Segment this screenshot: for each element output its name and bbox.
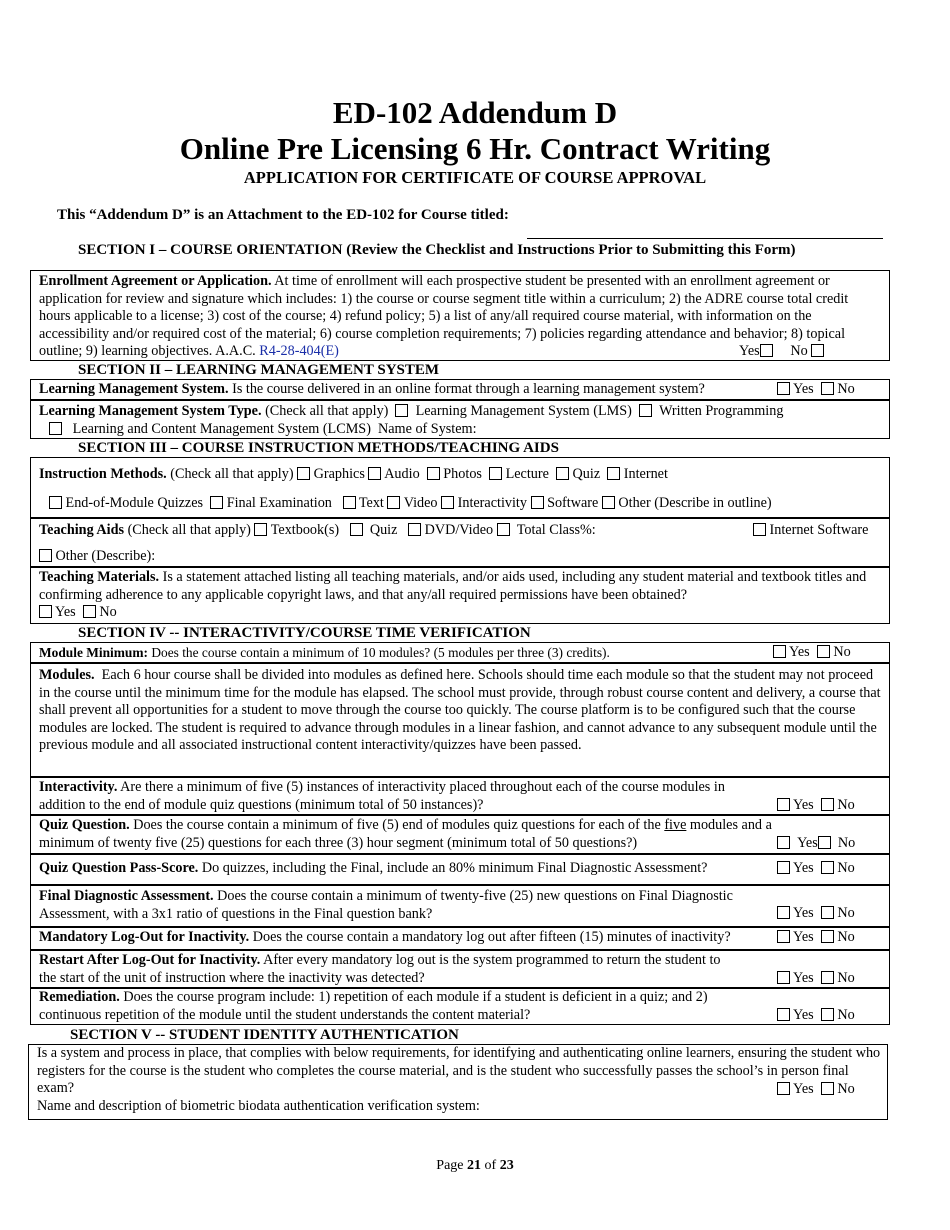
enrollment-yes-checkbox[interactable] (760, 344, 773, 357)
identity-authentication-box (28, 1044, 888, 1120)
course-title-field[interactable] (527, 238, 883, 239)
module-minimum-yes-checkbox[interactable] (773, 645, 786, 658)
interactivity-box (30, 777, 890, 815)
method-internet-checkbox[interactable] (607, 467, 620, 480)
module-minimum-text: Module Minimum: Does the course contain a minimum of 10 modules? (5 modules per three (3) credits). (39, 645, 610, 660)
enrollment-yes-no: Yes No (739, 343, 824, 361)
lms-box (30, 379, 890, 400)
remediation-yes-checkbox[interactable] (777, 1008, 790, 1021)
final-diagnostic-yes-no: Yes No (777, 905, 855, 923)
quiz-question-yes-checkbox[interactable] (777, 836, 790, 849)
document-title: ED-102 Addendum D (332, 95, 618, 130)
method-photos-checkbox[interactable] (427, 467, 440, 480)
logout-text: Mandatory Log-Out for Inactivity. Does the course contain a mandatory log out after fifteen (15) minutes of inactivity? (39, 929, 731, 945)
method-end-of-module-quizzes-checkbox[interactable] (49, 496, 62, 509)
method-lecture-checkbox[interactable] (489, 467, 502, 480)
method-interactivity-checkbox[interactable] (441, 496, 454, 509)
logout-yes-checkbox[interactable] (777, 930, 790, 943)
aid-textbook-checkbox[interactable] (254, 523, 267, 536)
pass-score-yes-checkbox[interactable] (777, 861, 790, 874)
attachment-note: This “Addendum D” is an Attachment to the ED-102 for Course titled: (57, 207, 509, 223)
remediation-box (30, 988, 890, 1025)
logout-yes-no: Yes No (777, 929, 855, 947)
quiz-question-no-checkbox[interactable] (818, 836, 831, 849)
remediation-text: Remediation. Does the course program include: 1) repetition of each module if a student is deficient in a quiz; and 2) continuous repetition of the module until the student understands the content material? (39, 989, 708, 1023)
interactivity-text: Interactivity. Are there a minimum of five (5) instances of interactivity placed throughout each of the course modules in addition to the end of module quiz questions (minimum total of 50 instances)? (39, 779, 725, 813)
method-software-checkbox[interactable] (531, 496, 544, 509)
biometric-system-field[interactable]: Name and description of biometric biodata authentication verification system: (37, 1097, 480, 1114)
page-number: Page 21 of 23 (436, 1158, 514, 1173)
remediation-no-checkbox[interactable] (821, 1008, 834, 1021)
interactivity-yes-no: Yes No (777, 797, 855, 815)
module-minimum-yes-no: Yes No (773, 644, 851, 662)
method-other-checkbox[interactable] (602, 496, 615, 509)
rule-link[interactable]: R4-28-404(E) (259, 343, 339, 359)
final-diagnostic-yes-checkbox[interactable] (777, 906, 790, 919)
aids-row-2: Other (Describe): (39, 548, 881, 566)
teaching-aids-box (30, 518, 890, 567)
lms-checkbox[interactable] (395, 404, 408, 417)
pass-score-text: Quiz Question Pass-Score. Do quizzes, including the Final, include an 80% minimum Final Diagnostic Assessment? (39, 860, 708, 876)
aid-total-class-checkbox[interactable] (497, 523, 510, 536)
enrollment-agreement-box (30, 270, 890, 361)
identity-yes-no: Yes No (777, 1081, 855, 1099)
aid-dvd-video-checkbox[interactable] (408, 523, 421, 536)
method-quiz-checkbox[interactable] (556, 467, 569, 480)
restart-box (30, 950, 890, 988)
final-diagnostic-box (30, 885, 890, 927)
lms-type-box (30, 400, 890, 439)
methods-row-2: End-of-Module Quizzes Final Examination Text Video Interactivity Software Other (Describe in outline) (39, 495, 881, 513)
section-2-heading: SECTION II – LEARNING MANAGEMENT SYSTEM (78, 362, 440, 378)
pass-score-yes-no: Yes No (777, 860, 855, 878)
quiz-question-text: Quiz Question. Does the course contain a minimum of five (5) end of modules quiz questions for each of the five modules and a minimum of twenty five (25) questions for each three (3) hour segment (minimum total of 50 questions?) (39, 817, 772, 851)
lms-type-line1: Learning Management System Type. (Check all that apply) Learning Management System (LMS) Written Programming (39, 403, 784, 419)
teaching-materials-text: Teaching Materials. Is a statement attached listing all teaching materials, and/or aids used, including any student material and textbook titles and confirming adherence to any applicable copyright laws, and that any/all required permissions have been obtained? (39, 569, 867, 603)
quiz-question-box (30, 815, 890, 854)
aid-other-checkbox[interactable] (39, 549, 52, 562)
final-diagnostic-no-checkbox[interactable] (821, 906, 834, 919)
identity-yes-checkbox[interactable] (777, 1082, 790, 1095)
restart-yes-no: Yes No (777, 970, 855, 988)
method-video-checkbox[interactable] (387, 496, 400, 509)
teaching-materials-box (30, 567, 890, 624)
aids-row-1: Teaching Aids (Check all that apply) Textbook(s) Quiz DVD/Video Total Class%: (39, 522, 596, 538)
quiz-question-yes-no: Yes No (777, 835, 855, 853)
document-subtitle: Online Pre Licensing 6 Hr. Contract Writing (179, 131, 771, 166)
identity-no-checkbox[interactable] (821, 1082, 834, 1095)
application-heading: APPLICATION FOR CERTIFICATE OF COURSE APPROVAL (243, 168, 707, 187)
lms-yes-checkbox[interactable] (777, 382, 790, 395)
identity-text: Is a system and process in place, that complies with below requirements, for identifying and authenticating online learners, ensuring the student who registers for the course is the student who completes the course material, and is the student who successfully passes the school’s in person final exam? (37, 1045, 881, 1096)
method-graphics-checkbox[interactable] (297, 467, 310, 480)
lcms-checkbox[interactable] (49, 422, 62, 435)
section-3-heading: SECTION III – COURSE INSTRUCTION METHODS/TEACHING AIDS (78, 440, 559, 456)
lms-no-checkbox[interactable] (821, 382, 834, 395)
section-5-heading: SECTION V -- STUDENT IDENTITY AUTHENTICATION (70, 1027, 459, 1043)
aid-internet-software: Internet Software (753, 522, 868, 540)
lms-type-line2: Learning and Content Management System (LCMS) Name of System: (39, 421, 881, 439)
materials-yes-checkbox[interactable] (39, 605, 52, 618)
module-minimum-no-checkbox[interactable] (817, 645, 830, 658)
restart-yes-checkbox[interactable] (777, 971, 790, 984)
instruction-methods-box (30, 457, 890, 518)
aid-quiz-checkbox[interactable] (350, 523, 363, 536)
final-diagnostic-text: Final Diagnostic Assessment. Does the course contain a minimum of twenty-five (25) new questions on Final Diagnostic Assessment, with a 3x1 ratio of questions in the Final question bank? (39, 888, 733, 922)
materials-no-checkbox[interactable] (83, 605, 96, 618)
written-programming-checkbox[interactable] (639, 404, 652, 417)
aid-internet-software-checkbox[interactable] (753, 523, 766, 536)
materials-yes-no: Yes No (39, 604, 881, 622)
pass-score-box (30, 854, 890, 885)
interactivity-yes-checkbox[interactable] (777, 798, 790, 811)
method-final-exam-checkbox[interactable] (210, 496, 223, 509)
enrollment-no-checkbox[interactable] (811, 344, 824, 357)
interactivity-no-checkbox[interactable] (821, 798, 834, 811)
modules-text: Modules. Each 6 hour course shall be divided into modules as defined here. Schools should time each module so that the student may not proceed in the course until the minimum time for the module has elapsed. The school must provide, through robust course content and delivery, a course that shall prevent all opportunities for a student to move through the course too quickly. The course platform is to be configured such that the course modules are locked. The student is required to advance through modules in a linear fashion, and cannot advance to any subsequent module until the previous module and all associated instructional content interactivity/quizzes have been passed. (39, 667, 881, 753)
modules-box (30, 663, 890, 777)
enrollment-text: Enrollment Agreement or Application. At time of enrollment will each prospective student be presented with an enrollment agreement or application for review and signature which includes: 1) the course or course segment title within a curriculum; 2) the ADRE course total credit hours applicable to a license; 3) cost of the course; 4) refund policy; 5) a list of any/all required course material, with information on the accessibility and/or required cost of the material; 6) course completion requirements; 7) policies regarding attendance and behavior; 8) topical outline; 9) learning objectives. A.A.C. R4-28-404(E) (39, 273, 849, 359)
logout-no-checkbox[interactable] (821, 930, 834, 943)
section-4-heading: SECTION IV -- INTERACTIVITY/COURSE TIME VERIFICATION (78, 625, 531, 641)
restart-no-checkbox[interactable] (821, 971, 834, 984)
logout-box (30, 927, 890, 950)
remediation-yes-no: Yes No (777, 1007, 855, 1025)
module-minimum-box (30, 642, 890, 663)
lms-yes-no: Yes No (777, 381, 855, 399)
lms-question: Learning Management System. Is the course delivered in an online format through a learning management system? (39, 381, 705, 397)
pass-score-no-checkbox[interactable] (821, 861, 834, 874)
method-text-checkbox[interactable] (343, 496, 356, 509)
methods-row-1: Instruction Methods. (Check all that apply) Graphics Audio Photos Lecture Quiz Internet (39, 466, 668, 482)
method-audio-checkbox[interactable] (368, 467, 381, 480)
restart-text: Restart After Log-Out for Inactivity. After every mandatory log out is the system programmed to return the student to the start of the unit of instruction where the inactivity was detected? (39, 952, 721, 986)
section-1-heading: SECTION I – COURSE ORIENTATION (Review the Checklist and Instructions Prior to Submitting this Form) (78, 242, 796, 258)
